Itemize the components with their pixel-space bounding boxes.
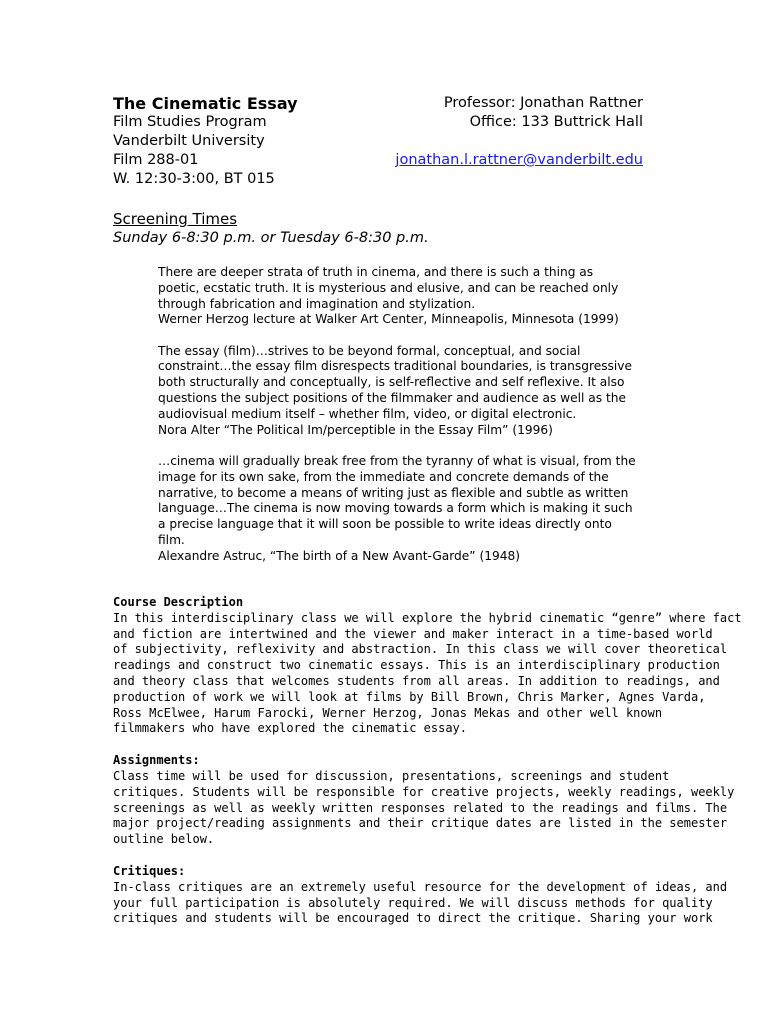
quote-text-line: …cinema will gradually break free from the tyranny of what is visual, from the (158, 453, 636, 468)
class-schedule: W. 12:30-3:00, BT 015 (113, 171, 275, 187)
section-heading: Assignments: (113, 753, 200, 768)
quote-text-line: narrative, to become a means of writing just as flexible and subtle as written (158, 485, 629, 500)
section-text-line: filmmakers who have explored the cinematic essay. (113, 721, 468, 736)
course-number: Film 288-01 (113, 152, 199, 168)
screening-times-text: Sunday 6-8:30 p.m. or Tuesday 6-8:30 p.m. (113, 230, 429, 246)
quote-text-line: questions the subject positions of the filmmaker and audience as well as the (158, 391, 626, 406)
syllabus-section (113, 753, 735, 848)
section-text-line: In-class critiques are an extremely useful resource for the development of ideas, and (113, 879, 728, 894)
quote-attribution-line: Werner Herzog lecture at Walker Art Center, Minneapolis, Minnesota (1999) (158, 312, 619, 327)
header-row-1 (113, 94, 643, 113)
quote-block (158, 454, 658, 565)
section-text-line: and fiction are intertwined and the viewer and maker interact in a time-based world (113, 626, 713, 641)
quote-block (158, 265, 658, 328)
office-location: Office: 133 Buttrick Hall (469, 114, 643, 130)
section-text-line: major project/reading assignments and their critique dates are listed in the semester (113, 816, 728, 831)
quote-text-line: film. (158, 532, 185, 547)
section-text-line: your full participation is absolutely required. We will discuss methods for quality (113, 895, 713, 910)
quote-text-line: through fabrication and imagination and stylization. (158, 296, 476, 311)
quote-text-line: image for its own sake, from the immediate and concrete demands of the (158, 469, 609, 484)
syllabus-section (113, 595, 742, 737)
header-row-4 (113, 151, 643, 170)
section-text-line: critiques. Students will be responsible for creative projects, weekly readings, weekly (113, 784, 735, 799)
section-text-line: of subjectivity, reflexivity and abstraction. In this class we will cover theoretical (113, 642, 728, 657)
professor-name: Professor: Jonathan Rattner (443, 95, 643, 111)
section-text-line: screenings as well as weekly written responses related to the readings and films. The (113, 800, 728, 815)
epigraph-quotes (158, 265, 658, 580)
section-text-line: outline below. (113, 832, 215, 847)
screening-heading: Screening Times (113, 210, 238, 228)
header-row-5 (113, 170, 643, 189)
section-text-line: and theory class that welcomes students from all areas. In addition to readings, and (113, 673, 720, 688)
quote-text-line: The essay (film)…strives to be beyond formal, conceptual, and social (158, 343, 581, 358)
email-link[interactable]: jonathan.l.rattner@vanderbilt.edu (395, 152, 643, 168)
quote-text-line: There are deeper strata of truth in cinema, and there is such a thing as (158, 265, 594, 279)
quote-block (158, 344, 658, 439)
screening-times-block (113, 209, 429, 248)
quote-text-line: audiovisual medium itself – whether film, video, or digital electronic. (158, 406, 577, 421)
quote-text-line: a precise language that it will soon be possible to write ideas directly onto (158, 517, 612, 532)
syllabus-sections (113, 595, 742, 943)
section-text-line: critiques and students will be encouraged to direct the critique. Sharing your work (113, 911, 713, 926)
syllabus-header (113, 94, 643, 189)
section-text-line: readings and construct two cinematic essays. This is an interdisciplinary production (113, 658, 720, 673)
quote-text-line: poetic, ecstatic truth. It is mysterious and elusive, and can be reached only (158, 280, 619, 295)
quote-attribution-line: Nora Alter “The Political Im/perceptible in the Essay Film” (1996) (158, 422, 553, 437)
quote-attribution-line: Alexandre Astruc, “The birth of a New Avant-Garde” (1948) (158, 548, 521, 563)
section-text-line: In this interdisciplinary class we will explore the hybrid cinematic “genre” where fact (113, 610, 742, 625)
header-row-3 (113, 132, 643, 151)
university-name: Vanderbilt University (113, 133, 265, 149)
quote-text-line: language…The cinema is now moving towards a form which is making it such (158, 501, 633, 516)
section-text-line: production of work we will look at films by Bill Brown, Chris Marker, Agnes Varda, (113, 689, 706, 704)
section-text-line: Class time will be used for discussion, presentations, screenings and student (113, 768, 670, 783)
course-title: The Cinematic Essay (113, 94, 298, 113)
section-heading: Course Description (113, 595, 244, 609)
section-text-line: Ross McElwee, Harum Farocki, Werner Herzog, Jonas Mekas and other well known (113, 705, 663, 720)
syllabus-section (113, 863, 728, 927)
section-heading: Critiques: (113, 863, 186, 878)
program-name: Film Studies Program (113, 114, 267, 130)
quote-text-line: constraint…the essay film disrespects traditional boundaries, is transgressive (158, 359, 633, 374)
header-row-2 (113, 113, 643, 132)
quote-text-line: both structurally and conceptually, is self-reflective and self reflexive. It also (158, 375, 625, 390)
